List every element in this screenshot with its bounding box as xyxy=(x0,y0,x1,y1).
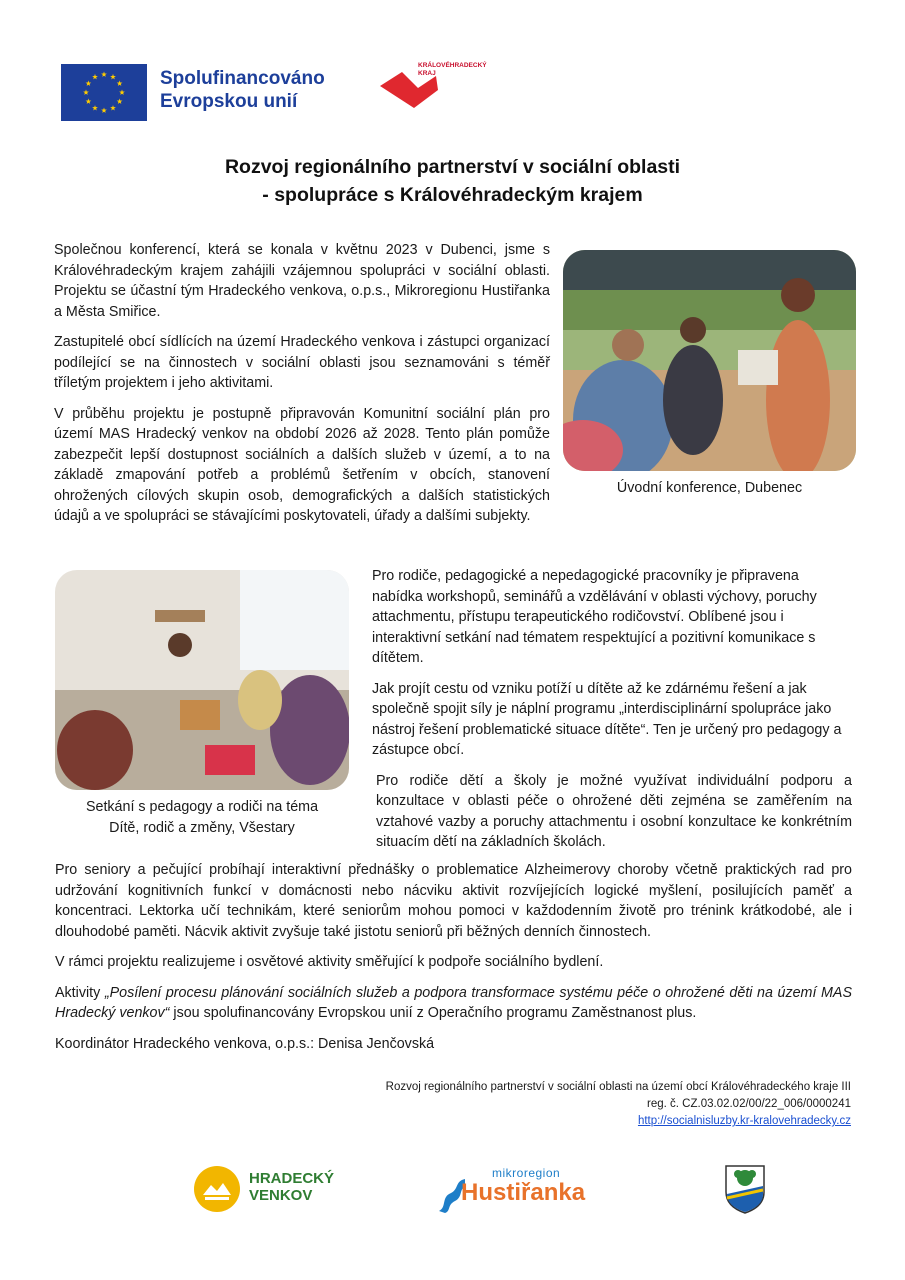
eu-line1: Spolufinancováno xyxy=(160,68,325,89)
conference-photo xyxy=(563,250,856,471)
paragraph: V průběhu projektu je postupně připravován Komunitní sociální plán pro území MAS Hradecký venkov na období 2026 až 2028. Tento plán pomůže zabezpečit lepší dostupnost sociálních a dalších služeb v území, a to na základě zmapování potřeb a problémů šetřením v obcích, stanovení ohrožených cílových skupin osob, demografických a dalších statistických údajů a ve spolupráci se stávajícími poskytovateli, úřady a dalšími subjekty. xyxy=(54,405,550,524)
registration-number: reg. č. CZ.03.02.02/00/22_006/0000241 xyxy=(647,1098,851,1110)
photo-caption: Úvodní konference, Dubenec xyxy=(616,480,803,496)
program-name: „Posílení procesu plánování sociálních služeb a podpora transformace systému péče o ohrožené děti na území MAS Hradecký venkov“ xyxy=(55,984,852,1021)
paragraph: Aktivity „Posílení procesu plánování sociálních služeb a podpora transformace systému péče o ohrožené děti na území MAS Hradecký venkov“ jsou spolufinancovány Evropskou unií z Operačního programu Zaměstnanost plus. xyxy=(55,984,852,1021)
paragraph: Zastupitelé obcí sídlících na území Hradeckého venkova i zástupci organizací podílející se na činnostech v sociální oblasti jsou seznamováni s téměř tříletým projektem i jeho aktivitami. xyxy=(54,334,550,391)
paragraph: Jak projít cestu od vzniku potíží u dítěte až ke zdárnému řešení a jak společně spojit síly je náplní programu „interdisciplinární spolupráce jako nástroj řešení problematické situace dítěte“. Ten je určený pro pedagogy a zástupce obcí. xyxy=(372,680,842,758)
hradecky-venkov-icon xyxy=(193,1165,241,1213)
eu-cofinanced-text xyxy=(160,67,325,113)
section2-text xyxy=(372,566,852,853)
mikroregion-hustiranka-logo: mikroregion Hustiřanka xyxy=(437,1163,612,1215)
project-name: Rozvoj regionálního partnerství v sociální oblasti na území obcí Královéhradeckého kraje III xyxy=(385,1081,851,1093)
paragraph: Společnou konferencí, která se konala v květnu 2023 v Dubenci, jsme s Královéhradeckým krajem zahájili vzájemnou spolupráci v sociální oblasti. Projektu se účastní tým Hradeckého venkova, o.p.s., Mikroregionu Hustiřanka a Města Smiřice. xyxy=(54,242,550,320)
coordinator-line: Koordinátor Hradeckého venkova, o.p.s.: Denisa Jenčovská xyxy=(55,1035,435,1052)
paragraph: Pro rodiče, pedagogické a nepedagogické pracovníky je připravena nabídka workshopů, seminářů a vzdělávání v oblasti výchovy, poruchy attachmentu, přístupu terapeutického rodičovství. Oblíbené jsou i interaktivní setkání nad tématem respektující a pozitivní komunikace s dítětem. xyxy=(372,568,817,666)
title-line2: - spolupráce s Královéhradeckým krajem xyxy=(262,184,643,206)
section3-text xyxy=(55,860,852,1054)
eu-flag-logo xyxy=(61,64,147,121)
kraj-logo-text: KRÁLOVÉHRADECKÝ KRAJ xyxy=(418,62,487,77)
hradecky-venkov-logo: HRADECKÝ VENKOV xyxy=(193,1163,343,1215)
seminar-photo xyxy=(55,570,349,790)
paragraph: Pro seniory a pečující probíhají interaktivní přednášky o problematice Alzheimerovy choroby včetně praktických rad pro udržování kognitivních funkcí v domácnosti nebo nácviku aktivit rozvíjejících logické myšlení, posilujících paměť a koncentraci. Lektorka učí technikám, které seniorům mohou pomoci v každodenním životě pro trénink krátkodobé, ale i dlouhodobé paměti. Nácvik aktivit zvyšuje také jistotu seniorů při běžných denních činnostech. xyxy=(55,862,852,940)
smirice-coat-of-arms xyxy=(724,1164,766,1214)
project-reference xyxy=(386,1079,851,1130)
paragraph: Pro rodiče dětí a školy je možné využívat individuální podporu a konzultace v oblasti péče o ohrožené děti zejména se zaměřením na vztahové vazby a poruchy attachmentu i osobní konzultace ke konkrétním situacím dětí na základních školách. xyxy=(376,772,852,850)
page-title xyxy=(0,153,905,209)
website-link[interactable]: http://socialnisluzby.kr-kralovehradecky.cz xyxy=(637,1115,851,1127)
section1-text xyxy=(54,240,550,527)
title-line1: Rozvoj regionálního partnerství v sociální oblasti xyxy=(224,156,681,178)
paragraph: V rámci projektu realizujeme i osvětové aktivity směřující k podpoře sociálního bydlení. xyxy=(55,954,604,970)
photo-caption: Setkání s pedagogy a rodiči na téma Dítě, rodič a změny, Všestary xyxy=(85,799,319,836)
eu-line2: Evropskou unií xyxy=(160,91,298,112)
